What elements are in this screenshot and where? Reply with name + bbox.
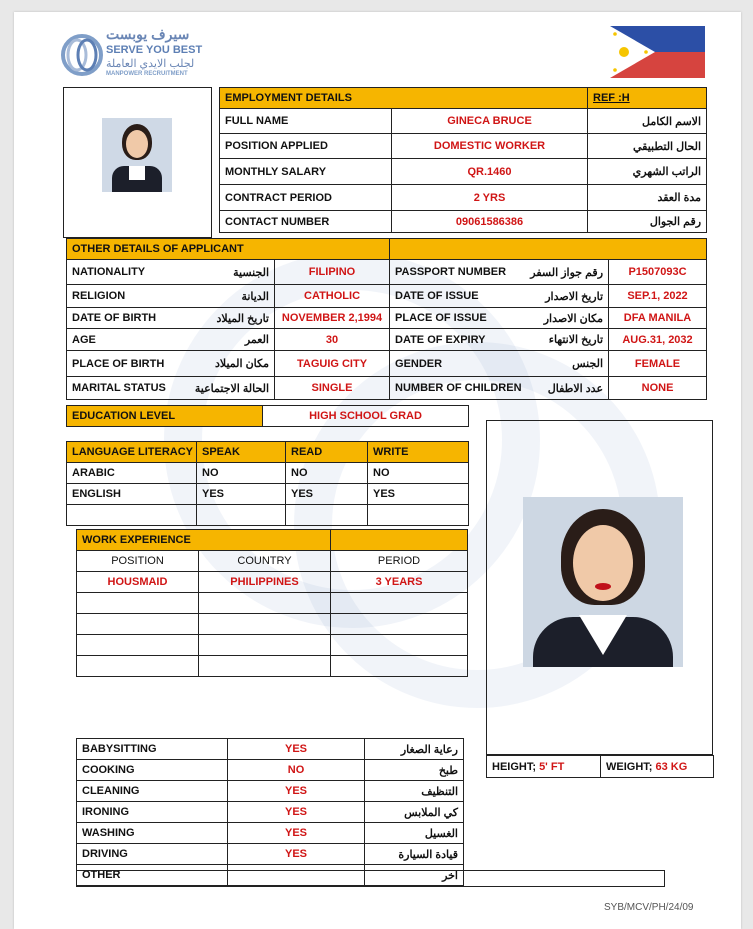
marital-value: SINGLE [275, 377, 390, 400]
work-col-position: POSITION [77, 551, 199, 572]
skill-babysitting-ar: رعاية الصغار [365, 739, 464, 760]
language-empty [67, 505, 197, 526]
logo-name: SERVE YOU BEST [106, 44, 203, 56]
issue-date-label: DATE OF ISSUE [395, 290, 479, 302]
full-name-label: FULL NAME [220, 109, 392, 134]
logo-tagline: MANPOWER RECRUITMENT [106, 71, 188, 77]
education-value: HIGH SCHOOL GRAD [263, 406, 469, 427]
skill-ironing-value: YES [228, 802, 365, 823]
gender-ar: الجنس [572, 358, 604, 370]
skill-washing-value: YES [228, 823, 365, 844]
remarks-box [76, 870, 665, 887]
position-value: DOMESTIC WORKER [392, 134, 588, 159]
birthplace-ar: مكان الميلاد [214, 358, 269, 370]
salary-value: QR.1460 [392, 159, 588, 185]
nationality-label: NATIONALITY [72, 266, 146, 278]
speak-header: SPEAK [197, 442, 286, 463]
work-header: WORK EXPERIENCE [77, 530, 331, 551]
language-arabic: ARABIC [67, 463, 197, 484]
expiry-value: AUG.31, 2032 [609, 329, 707, 351]
language-header: LANGUAGE LITERACY [67, 442, 197, 463]
arabic-read: NO [286, 463, 368, 484]
children-ar: عدد الاطفال [547, 382, 604, 395]
skill-cleaning: CLEANING [77, 781, 228, 802]
work-col-period: PERIOD [331, 551, 468, 572]
language-english: ENGLISH [67, 484, 197, 505]
issue-place-value: DFA MANILA [609, 308, 707, 329]
english-write: YES [368, 484, 469, 505]
document-code: SYB/MCV/PH/24/09 [604, 902, 694, 913]
work-position: HOUSMAID [77, 572, 199, 593]
contact-value: 09061586386 [392, 211, 588, 233]
dob-ar: تاريخ الميلاد [216, 312, 269, 325]
english-speak: YES [197, 484, 286, 505]
children-label: NUMBER OF CHILDREN [395, 382, 522, 394]
skill-ironing-ar: كي الملابس [365, 802, 464, 823]
education-table [66, 405, 469, 427]
arabic-speak: NO [197, 463, 286, 484]
work-country: PHILIPPINES [199, 572, 331, 593]
arabic-write: NO [368, 463, 469, 484]
skill-babysitting-value: YES [228, 739, 365, 760]
children-value: NONE [609, 377, 707, 400]
ref-label: REF :H [588, 88, 707, 109]
employment-details-table [219, 87, 707, 233]
skill-cooking-ar: طبخ [365, 760, 464, 781]
position-label: POSITION APPLIED [220, 134, 392, 159]
height-label: HEIGHT; [492, 760, 536, 773]
applicant-photo-large [523, 497, 683, 667]
weight-label: WEIGHT; [606, 760, 653, 773]
weight-value: 63 KG [655, 760, 688, 773]
religion-ar: الديانة [241, 290, 269, 303]
read-header: READ [286, 442, 368, 463]
skill-other: OTHER [77, 865, 228, 886]
other-details-table [66, 238, 707, 400]
expiry-ar: تاريخ الانتهاء [548, 334, 604, 346]
issue-date-value: SEP.1, 2022 [609, 285, 707, 308]
write-header: WRITE [368, 442, 469, 463]
work-empty-row [77, 656, 199, 677]
skill-washing-ar: الغسيل [365, 823, 464, 844]
skill-cleaning-value: YES [228, 781, 365, 802]
salary-label: MONTHLY SALARY [220, 159, 392, 185]
contract-label: CONTRACT PERIOD [220, 185, 392, 211]
birthplace-value: TAGUIG CITY [275, 351, 390, 377]
logo-mark-icon [60, 30, 104, 80]
logo-arabic: سيرف يوبست [106, 26, 190, 42]
contract-value: 2 YRS [392, 185, 588, 211]
gender-label: GENDER [395, 357, 443, 370]
company-logo [60, 28, 210, 84]
skill-cooking-value: NO [228, 760, 365, 781]
passport-label: PASSPORT NUMBER [395, 266, 507, 278]
other-details-header-blank [390, 239, 707, 260]
skill-cleaning-ar: التنظيف [365, 781, 464, 802]
age-value: 30 [275, 329, 390, 351]
issue-place-ar: مكان الاصدار [543, 312, 604, 325]
skill-driving: DRIVING [77, 844, 228, 865]
expiry-label: DATE OF EXPIRY [395, 333, 486, 346]
skill-driving-ar: قيادة السيارة [365, 844, 464, 865]
work-empty-row [77, 614, 199, 635]
dob-label: DATE OF BIRTH [72, 312, 157, 324]
skill-driving-value: YES [228, 844, 365, 865]
position-ar: الحال التطبيقي [588, 134, 707, 159]
logo-tagline-arabic: لجلب الايدي العاملة [106, 58, 195, 70]
cv-page [14, 12, 741, 929]
full-name-value: GINECA BRUCE [392, 109, 588, 134]
work-experience-table [76, 529, 468, 677]
issue-date-ar: تاريخ الاصدار [545, 290, 604, 303]
skill-other-ar: اخر [365, 865, 464, 886]
age-ar: العمر [244, 334, 269, 346]
work-col-country: COUNTRY [199, 551, 331, 572]
skill-washing: WASHING [77, 823, 228, 844]
work-empty-row [77, 593, 199, 614]
issue-place-label: PLACE OF ISSUE [395, 312, 487, 324]
language-table [66, 441, 469, 526]
age-label: AGE [72, 333, 96, 346]
contract-ar: مدة العقد [588, 185, 707, 211]
religion-label: RELIGION [72, 290, 126, 302]
education-label: EDUCATION LEVEL [67, 406, 263, 427]
work-period: 3 YEARS [331, 572, 468, 593]
salary-ar: الراتب الشهري [588, 159, 707, 185]
body-measurements-table [486, 755, 714, 778]
nationality-value: FILIPINO [275, 260, 390, 285]
marital-ar: الحالة الاجتماعية [194, 382, 269, 395]
skill-ironing: IRONING [77, 802, 228, 823]
birthplace-label: PLACE OF BIRTH [72, 357, 165, 370]
applicant-photo-large-frame [486, 420, 713, 755]
contact-label: CONTACT NUMBER [220, 211, 392, 233]
english-read: YES [286, 484, 368, 505]
marital-label: MARITAL STATUS [72, 382, 166, 394]
passport-ar: رقم جواز السفر [530, 266, 604, 279]
contact-ar: رقم الجوال [588, 211, 707, 233]
work-empty-row [77, 635, 199, 656]
dob-value: NOVEMBER 2,1994 [275, 308, 390, 329]
gender-value: FEMALE [609, 351, 707, 377]
other-details-header: OTHER DETAILS OF APPLICANT [67, 239, 390, 260]
full-name-ar: الاسم الكامل [588, 109, 707, 134]
skill-cooking: COOKING [77, 760, 228, 781]
applicant-photo-small [63, 87, 212, 238]
religion-value: CATHOLIC [275, 285, 390, 308]
philippines-flag [610, 26, 705, 78]
skill-babysitting: BABYSITTING [77, 739, 228, 760]
passport-value: P1507093C [609, 260, 707, 285]
height-value: 5' FT [539, 760, 565, 773]
skills-table [76, 738, 464, 886]
nationality-ar: الجنسية [233, 266, 269, 279]
employment-header: EMPLOYMENT DETAILS [220, 88, 588, 109]
